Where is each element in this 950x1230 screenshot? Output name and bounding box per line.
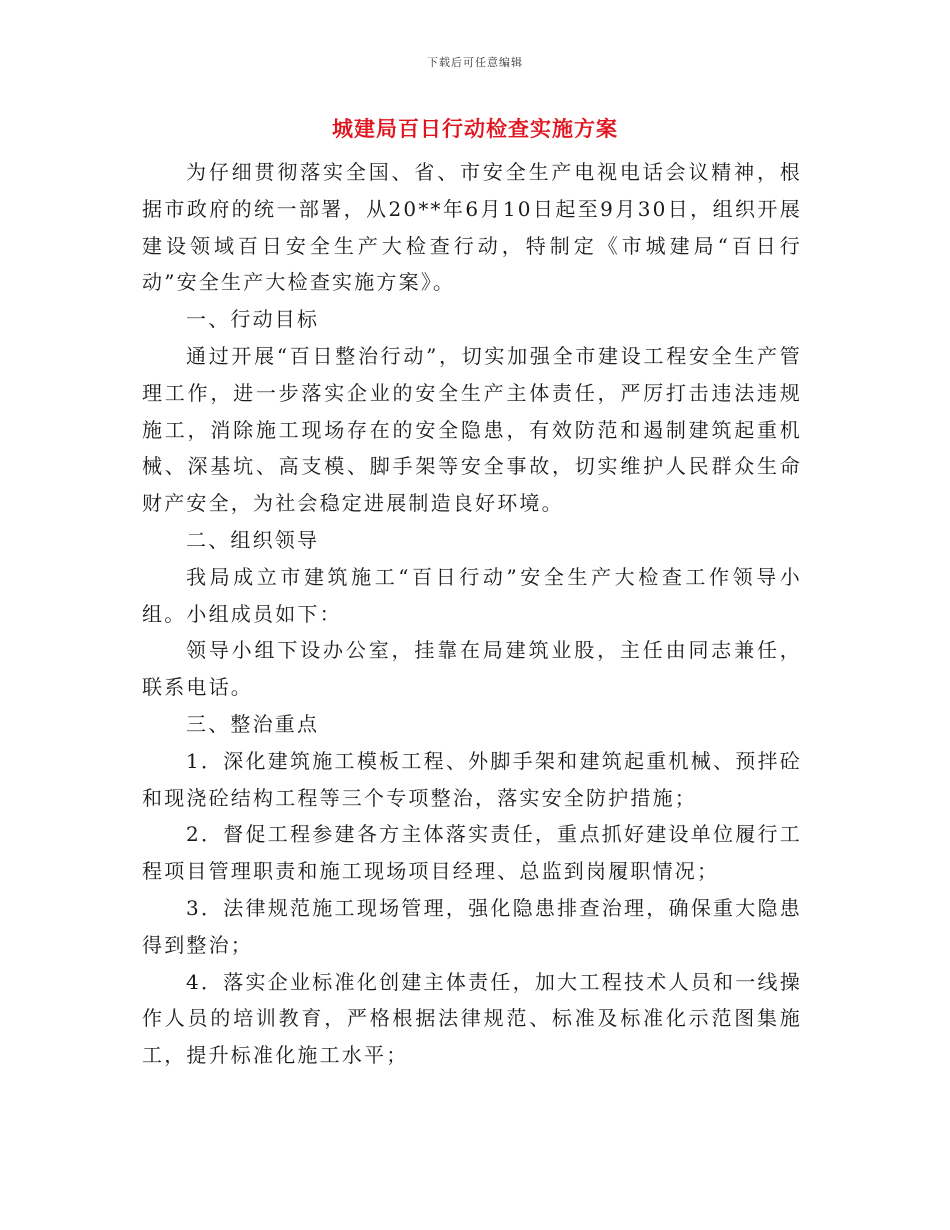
- page-header-note: 下载后可任意编辑: [427, 56, 523, 69]
- intro-paragraph: 为仔细贯彻落实全国、省、市安全生产电视电话会议精神，根据市政府的统一部署，从20**年6月10日起至9月30日，组织开展建设领域百日安全生产大检查行动，特制定《市城建局“百日行动”安全生产大检查实施方案》。: [142, 160, 802, 295]
- focus-item-2: 2．督促工程参建各方主体落实责任，重点抓好建设单位履行工程项目管理职责和施工现场项目经理、总监到岗履职情况；: [142, 822, 802, 884]
- section-heading-organization: 二、组织领导: [186, 527, 320, 552]
- organization-paragraph: 我局成立市建筑施工“百日行动”安全生产大检查工作领导小组。小组成员如下：: [142, 564, 802, 626]
- goal-paragraph: 通过开展“百日整治行动”，切实加强全市建设工程安全生产管理工作，进一步落实企业的安全生产主体责任，严厉打击违法违规施工，消除施工现场存在的安全隐患，有效防范和遏制建筑起重机械、深基坑、高支模、脚手架等安全事故，切实维护人民群众生命财产安全，为社会稳定进展制造良好环境。: [142, 343, 802, 516]
- office-paragraph: 领导小组下设办公室，挂靠在局建筑业股，主任由同志兼任，联系电话。: [142, 638, 802, 700]
- focus-item-4: 4．落实企业标准化创建主体责任，加大工程技术人员和一线操作人员的培训教育，严格根据法律规范、标准及标准化示范图集施工，提升标准化施工水平；: [142, 969, 802, 1068]
- section-heading-focus: 三、整治重点: [186, 711, 320, 736]
- document-body: [142, 154, 802, 1074]
- section-heading-goal: 一、行动目标: [186, 307, 320, 332]
- focus-item-1: 1．深化建筑施工模板工程、外脚手架和建筑起重机械、预拌砼和现浇砼结构工程等三个专项整治，落实安全防护措施；: [142, 748, 802, 810]
- focus-item-3: 3．法律规范施工现场管理，强化隐患排查治理，确保重大隐患得到整治；: [142, 895, 802, 957]
- document-title: 城建局百日行动检查实施方案: [332, 116, 618, 141]
